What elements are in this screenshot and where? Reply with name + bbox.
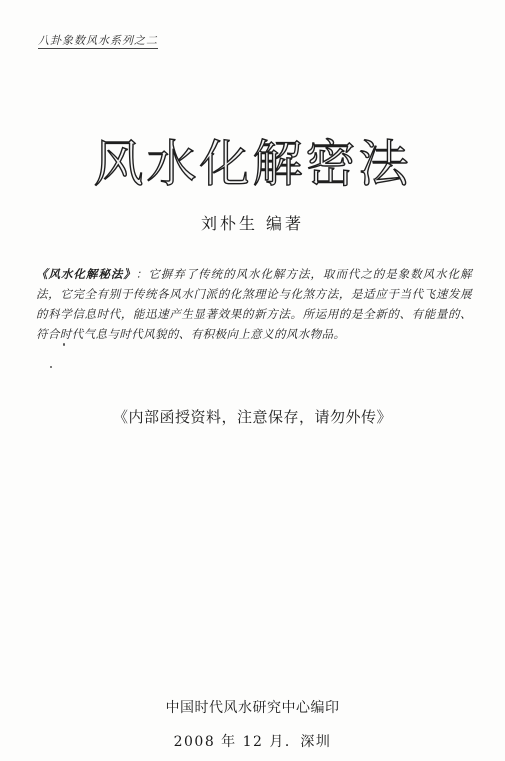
- confidential-notice: 《内部函授资料，注意保存，请勿外传》: [112, 408, 392, 426]
- scan-speck: [50, 366, 52, 368]
- publication-date: 2008 年 12 月．深圳: [173, 734, 332, 750]
- intro-body: ：它摒弃了传统的风水化解方法，取而代之的是象数风水化解法，它完全有别于传统各风水门派的化煞理论与化煞方法，是适应于当代飞速发展的科学信息时代，能迅速产生显著效果的新方法。所运用的是全新的、有能量的、符合时代气息与时代风貌的、有积极向上意义的风水物品。: [36, 267, 473, 341]
- series-label: 八卦象数风水系列之二: [38, 34, 158, 47]
- intro-heading: 《风水化解秘法》: [36, 267, 136, 281]
- book-title: 风水化解密法: [93, 135, 412, 193]
- publisher-line: 中国时代风水研究中心编印: [165, 700, 340, 716]
- author-line: 刘朴生 编著: [200, 214, 305, 233]
- scan-speck: [63, 343, 65, 346]
- intro-paragraph: [36, 264, 472, 344]
